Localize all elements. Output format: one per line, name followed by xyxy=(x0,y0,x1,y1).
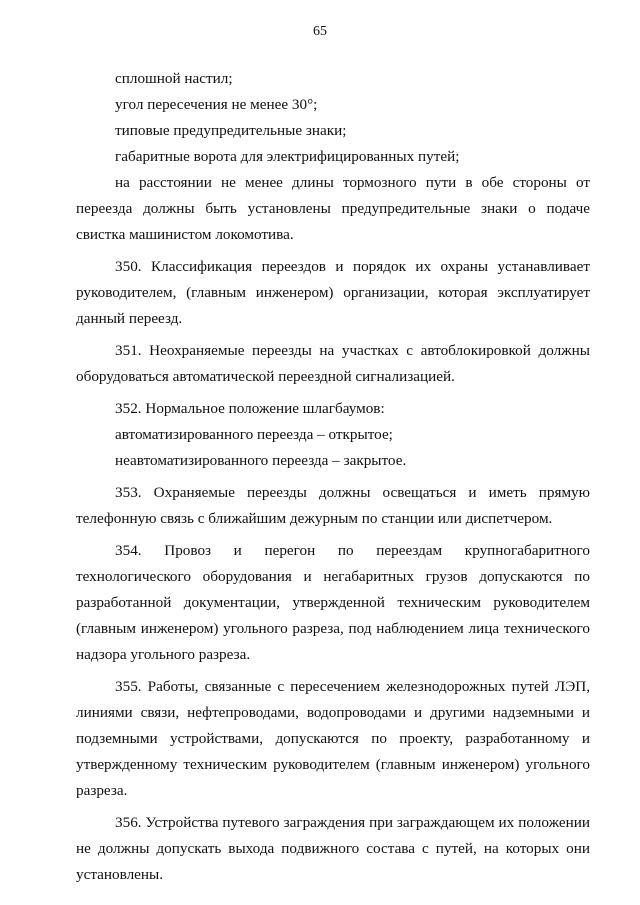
paragraph-list-item-4: габаритные ворота для электрифицированных путей; xyxy=(115,148,460,165)
paragraph-351: 351. Неохраняемые переезды на участках с автоблокировкой должны оборудоваться автоматической переездной сигнализацией. xyxy=(76,342,590,385)
paragraph-352-automated: автоматизированного переезда – открытое; xyxy=(115,426,393,443)
paragraph-list-item-1: сплошной настил; xyxy=(115,70,233,87)
paragraph-354: 354. Провоз и перегон по переездам крупногабаритного технологического оборудования и негабаритных грузов допускаются по разработанной документации, утвержденной техническим руководителем (главным инженером) угольного разреза, под наблюдением лица технического надзора угольного разреза. xyxy=(76,542,590,663)
paragraph-355: 355. Работы, связанные с пересечением железнодорожных путей ЛЭП, линиями связи, нефтепроводами, водопроводами и другими надземными и подземными устройствами, допускаются по проекту, разработанному и утвержденному техническим руководителем (главным инженером) угольного разреза. xyxy=(76,678,590,799)
paragraph-list-item-2: угол пересечения не менее 30°; xyxy=(115,96,318,113)
paragraph-352-non-automated: неавтоматизированного переезда – закрытое. xyxy=(115,452,407,469)
paragraph-list-item-3: типовые предупредительные знаки; xyxy=(115,122,347,139)
paragraph-356: 356. Устройства путевого заграждения при заграждающем их положении не должны допускать выхода подвижного состава с путей, на которых они установлены. xyxy=(76,814,590,883)
paragraph-warning-signs: на расстоянии не менее длины тормозного пути в обе стороны от переезда должны быть установлены предупредительные знаки о подаче свистка машинистом локомотива. xyxy=(76,174,590,243)
paragraph-353: 353. Охраняемые переезды должны освещаться и иметь прямую телефонную связь с ближайшим дежурным по станции или диспетчером. xyxy=(76,484,590,527)
page-number: 65 xyxy=(313,24,327,39)
paragraph-352: 352. Нормальное положение шлагбаумов: xyxy=(115,400,385,417)
paragraph-350: 350. Классификация переездов и порядок их охраны устанавливает руководителем, (главным инженером) организации, которая эксплуатирует данный переезд. xyxy=(76,258,590,327)
document-body xyxy=(76,66,590,888)
